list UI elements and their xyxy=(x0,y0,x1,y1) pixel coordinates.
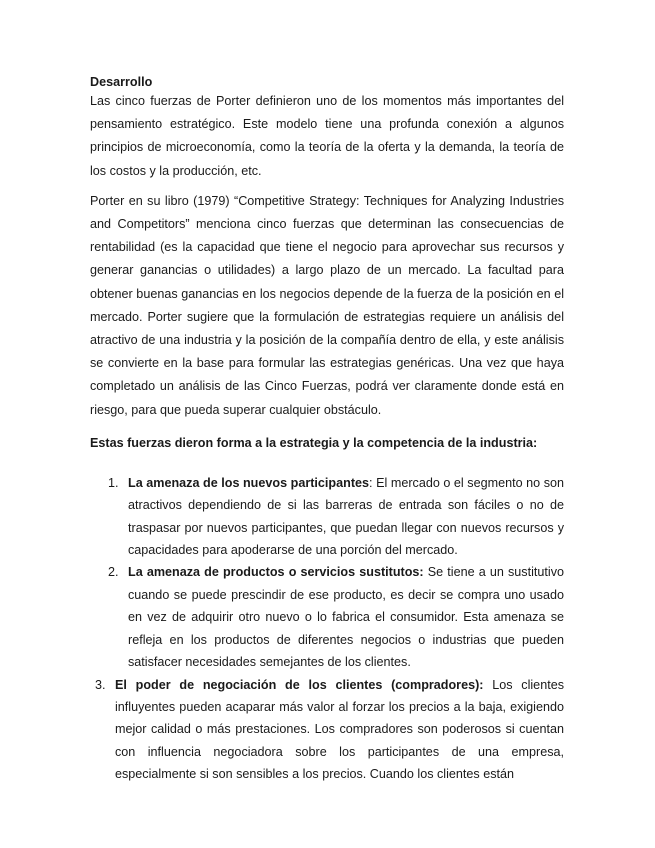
force-item-buyer-power xyxy=(95,674,564,786)
force-description: Se tiene a un sustitutivo cuando se puede prescindir de ese producto, es decir se compra uno usado en vez de adquirir otro nuevo o lo fabrica el consumidor. Esta amenaza se refleja en los productos de diferentes negocios o industrias que pueden satisfacer necesidades semejantes de los clientes. xyxy=(128,565,565,670)
page-content xyxy=(90,74,564,786)
force-number: 1. xyxy=(108,475,119,490)
force-number: 2. xyxy=(108,565,119,580)
force-title: La amenaza de productos o servicios sustitutos: xyxy=(128,565,424,580)
force-item-new-entrants xyxy=(108,472,564,562)
force-number: 3. xyxy=(95,677,106,692)
force-title: La amenaza de los nuevos participantes xyxy=(128,475,370,490)
intro-paragraph: Las cinco fuerzas de Porter definieron uno de los momentos más importantes del pensamiento estratégico. Este modelo tiene una profunda conexión a algunos principios de microeconomía, como la teoría de la oferta y la demanda, la teoría de los costos y la producción, etc. xyxy=(90,94,564,178)
force-description: : El mercado o el segmento no son atractivos dependiendo de si las barreras de entrada son fáciles o no de traspasar por nuevos participantes, que puedan llegar con nuevos recursos y capacidades para apoderarse de una porción del mercado. xyxy=(128,475,564,558)
section-heading: Desarrollo xyxy=(90,75,153,89)
force-description: Los clientes influyentes pueden acaparar más valor al forzar los precios a la baja, exigiendo mejor calidad o más prestaciones. Los compradores son poderosos si cuentan con influencia negociadora sobre los participantes de una empresa, especialmente si son sensibles a los precios. Cuando los clientes están xyxy=(115,677,564,782)
forces-section-title: Estas fuerzas dieron forma a la estrategia y la competencia de la industria: xyxy=(90,435,538,450)
porter-paragraph: Porter en su libro (1979) “Competitive Strategy: Techniques for Analyzing Industries and Competitors” menciona cinco fuerzas que determinan las consecuencias de rentabilidad (es la capacidad que tiene el negocio para aprovechar sus recursos y generar ganancias o utilidades) a largo plazo de un mercado. La facultad para obtener buenas ganancias en los negocios depende de la fuerza de la posición en el mercado. Porter sugiere que la formulación de estrategias requiere un análisis del atractivo de una industria y la posición de la compañía dentro de ella, y este análisis se convierte en la base para formular las estrategias genéricas. Una vez que haya completado un análisis de las Cinco Fuerzas, podrá ver claramente donde está en riesgo, para que pueda superar cualquier obstáculo. xyxy=(90,193,564,417)
force-title: El poder de negociación de los clientes (compradores): xyxy=(115,677,484,692)
force-item-substitutes xyxy=(108,561,565,673)
forces-list xyxy=(90,472,564,786)
